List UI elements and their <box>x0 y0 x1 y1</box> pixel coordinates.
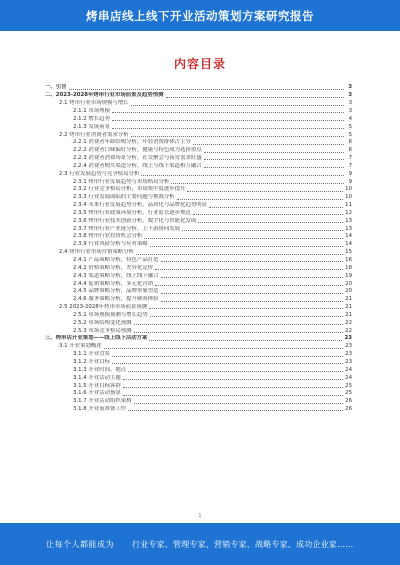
toc-entry[interactable] <box>45 202 352 210</box>
toc-entry[interactable] <box>45 115 352 123</box>
page-number: 1 <box>198 513 202 519</box>
toc-leader-dots <box>204 151 344 153</box>
toc-entry-label: 2.2.3 消费者消费场景分析，社交聚会与夜宵需求旺盛 <box>73 155 202 162</box>
toc-entry-page: 3 <box>348 100 352 107</box>
toc-entry-label: 2.1 烤串行业市场规模与增长 <box>59 100 129 107</box>
toc-entry[interactable] <box>45 296 352 304</box>
toc-entry-label: 2.1.2 增长趋势 <box>73 115 110 122</box>
toc-leader-dots <box>123 378 343 380</box>
toc-entry[interactable] <box>45 147 352 155</box>
toc-entry[interactable] <box>45 249 352 257</box>
toc-entry-label: 3.1.4 开业活动主题 <box>73 374 121 381</box>
toc-leader-dots <box>136 253 343 255</box>
toc-entry[interactable] <box>45 225 352 233</box>
toc-entry[interactable] <box>45 139 352 147</box>
toc-entry-label: 2.3.2 行业竞争格局分析，市场集中度逐步提升 <box>73 186 186 193</box>
toc-entry-label: 2.5.1 市场规模预测与增长趋势 <box>73 311 148 318</box>
toc-entry-page: 22 <box>345 319 352 326</box>
toc-entry-page: 16 <box>345 257 352 263</box>
toc-entry-label: 3.1.5 开业目标客群 <box>73 382 121 389</box>
toc-leader-dots <box>150 245 343 247</box>
toc-leader-dots <box>171 182 344 184</box>
toc-entry-page: 6 <box>348 139 352 146</box>
toc-entry[interactable] <box>45 343 352 351</box>
toc-entry-label: 2.3.7 烤串行业产业链分析，上下游协同发展 <box>73 225 181 232</box>
toc-entry[interactable] <box>45 327 352 335</box>
toc-entry-label: 2.4.3 渠道策略分析，线上线下融合 <box>73 272 159 279</box>
toc-entry-page: 15 <box>345 249 352 256</box>
toc-entry-page: 13 <box>345 225 352 232</box>
toc-leader-dots <box>204 158 344 160</box>
footer-slogan-left: 让每个人都能成为 <box>46 539 114 549</box>
toc-entry-label: 2.5 2023-2028年烤串市场前景预测 <box>59 304 148 311</box>
toc-leader-dots <box>161 292 344 294</box>
toc-entry-page: 3 <box>348 107 352 114</box>
toc-entry-page: 20 <box>345 280 352 287</box>
toc-entry[interactable] <box>45 100 352 108</box>
toc-entry-page: 4 <box>348 115 352 122</box>
toc-entry[interactable] <box>45 406 352 414</box>
toc-leader-dots <box>198 221 343 223</box>
toc-entry[interactable] <box>45 272 352 280</box>
toc-leader-dots <box>112 127 344 129</box>
toc-entry-label: 二、2023-2028年烤串行业市场前景及趋势预测 <box>45 92 164 99</box>
toc-entry-page: 5 <box>348 123 352 130</box>
toc-entry-label: 2.4.2 价格策略分析，差异化定价 <box>73 264 154 271</box>
toc-leader-dots <box>134 402 344 404</box>
toc-entry[interactable] <box>45 92 352 100</box>
toc-leader-dots <box>123 386 343 388</box>
toc-entry-label: 3.1.2 开业目标 <box>73 358 110 365</box>
toc-entry[interactable] <box>45 170 352 178</box>
toc-leader-dots <box>161 300 344 302</box>
toc-entry[interactable] <box>45 359 352 367</box>
toc-entry[interactable] <box>45 288 352 296</box>
toc-entry-page: 22 <box>345 327 352 334</box>
toc-leader-dots <box>204 166 344 168</box>
toc-entry-label: 2.2 烤串行业消费者需求分析 <box>59 131 129 138</box>
toc-entry-page: 25 <box>345 390 352 397</box>
footer-slogan-right: 行业专家、管理专家、营销专家、战略专家、成功企业家…… <box>132 539 354 549</box>
toc-entry-label: 2.2.1 消费者年龄结构分析，年轻消费群体占主导 <box>73 139 191 146</box>
toc-leader-dots <box>134 331 344 333</box>
toc-entry-page: 24 <box>345 374 352 381</box>
toc-entry-page: 11 <box>345 202 352 209</box>
toc-entry[interactable] <box>45 233 352 241</box>
toc-entry-label: 3.1.8 开业前准备工作 <box>73 406 127 413</box>
toc-leader-dots <box>193 143 344 145</box>
toc-leader-dots <box>123 394 343 396</box>
toc-leader-dots <box>144 237 343 239</box>
toc-leader-dots <box>177 198 343 200</box>
toc-entry[interactable] <box>45 280 352 288</box>
toc-entry[interactable] <box>45 382 352 390</box>
toc-entry[interactable] <box>45 304 352 312</box>
toc-entry-page: 23 <box>345 351 352 358</box>
toc-leader-dots <box>193 213 343 215</box>
toc-entry-label: 2.1.1 市场规模 <box>73 107 110 114</box>
toc-entry-label: 3.1.6 开业活动预算 <box>73 390 121 397</box>
toc-entry-label: 2.4.4 促销策略分析，多元化营销 <box>73 280 154 287</box>
toc-leader-dots <box>150 315 343 317</box>
toc-entry-page: 23 <box>344 335 352 342</box>
toc-entry[interactable] <box>45 374 352 382</box>
toc-entry-page: 26 <box>345 398 352 405</box>
toc-leader-dots <box>182 229 343 231</box>
toc-entry-label: 2.3.5 烤串行业政策环境分析，行业监管逐步规范 <box>73 209 191 216</box>
toc-entry-page: 24 <box>345 366 352 373</box>
toc-entry-label: 2.3.9 行业风险分析与应对策略 <box>73 241 148 248</box>
toc-entry-page: 10 <box>345 194 352 201</box>
toc-entry-page: 13 <box>345 217 352 224</box>
toc-entry-label: 2.5.2 市场结构变化预测 <box>73 319 132 326</box>
toc-entry-page: 6 <box>348 147 352 154</box>
toc-entry[interactable] <box>45 319 352 327</box>
toc-entry-page: 12 <box>345 209 352 216</box>
toc-entry-label: 2.1.3 发展前景 <box>73 123 110 130</box>
toc-leader-dots <box>69 88 344 90</box>
toc-entry[interactable] <box>45 241 352 249</box>
toc-entry-page: 25 <box>345 382 352 389</box>
toc-leader-dots <box>128 409 343 411</box>
document-title: 烤串店线上线下开业活动策划方案研究报告 <box>86 8 314 23</box>
toc-entry-page: 23 <box>345 358 352 365</box>
toc-entry-label: 3.1.7 开业活动组织架构 <box>73 398 132 405</box>
toc-entry-page: 3 <box>348 84 352 91</box>
toc-entry-label: 一、引言 <box>45 84 67 91</box>
toc-entry-label: 2.3.3 行业发展面临的主要问题与挑战分析 <box>73 194 175 201</box>
toc-entry-label: 3.1.3 开业时间、地点 <box>73 366 127 373</box>
toc-entry[interactable] <box>45 162 352 170</box>
footer-banner <box>0 523 400 565</box>
toc-entry-page: 7 <box>348 155 352 162</box>
toc-entry-label: 2.3 行业发展趋势与竞争格局分析 <box>59 170 140 177</box>
table-of-contents <box>45 84 352 413</box>
toc-entry[interactable] <box>45 84 352 92</box>
toc-entry[interactable] <box>45 194 352 202</box>
toc-leader-dots <box>209 206 343 208</box>
toc-entry-page: 21 <box>345 304 352 311</box>
toc-leader-dots <box>187 190 343 192</box>
toc-entry-page: 26 <box>345 406 352 413</box>
toc-entry[interactable] <box>45 390 352 398</box>
toc-entry-label: 3.1.1 开业背景 <box>73 351 110 358</box>
toc-entry-page: 9 <box>348 170 352 177</box>
toc-leader-dots <box>161 260 344 262</box>
toc-entry-page: 14 <box>345 233 352 240</box>
toc-entry-page: 20 <box>345 288 352 295</box>
toc-leader-dots <box>161 276 344 278</box>
toc-leader-dots <box>134 323 344 325</box>
toc-entry-page: 9 <box>348 178 352 185</box>
toc-heading: 内容目录 <box>173 57 226 71</box>
toc-leader-dots <box>112 111 344 113</box>
toc-leader-dots <box>112 362 343 364</box>
toc-entry-label: 2.3.4 未来行业发展趋势分析，品质化与品牌化趋势明显 <box>73 202 208 209</box>
toc-entry[interactable] <box>45 335 352 343</box>
toc-entry[interactable] <box>45 210 352 218</box>
toc-entry-label: 2.4 烤串行业市场营销策略分析 <box>59 249 134 256</box>
toc-entry-label: 2.3.6 烤串行业技术创新分析，数字化与智能化发展 <box>73 217 197 224</box>
toc-entry-page: 10 <box>345 186 352 193</box>
toc-leader-dots <box>155 284 343 286</box>
toc-entry-label: 3.1 开业策划概述 <box>59 343 102 350</box>
toc-entry[interactable] <box>45 178 352 186</box>
toc-entry-page: 7 <box>348 162 352 169</box>
toc-entry[interactable] <box>45 123 352 131</box>
toc-entry-label: 2.3.8 烤串行业投资机会分析 <box>73 233 143 240</box>
toc-entry[interactable] <box>45 155 352 163</box>
toc-leader-dots <box>149 339 342 341</box>
toc-entry-page: 18 <box>345 264 352 271</box>
toc-entry-page: 14 <box>345 241 352 248</box>
toc-leader-dots <box>131 104 344 106</box>
toc-entry-label: 2.2.2 消费者口味偏好分析，健康与特色成为选择重点 <box>73 147 202 154</box>
toc-entry-page: 3 <box>348 92 352 99</box>
toc-entry-page: 21 <box>345 311 352 318</box>
toc-entry[interactable] <box>45 351 352 359</box>
toc-leader-dots <box>112 119 344 121</box>
toc-entry-label: 三、烤串店开业策划——线上线下活动方案 <box>45 335 148 342</box>
toc-leader-dots <box>104 347 344 349</box>
toc-entry[interactable] <box>45 398 352 406</box>
toc-entry-label: 2.4.5 品牌策略分析，品牌形象塑造 <box>73 288 159 295</box>
toc-entry[interactable] <box>45 186 352 194</box>
toc-leader-dots <box>166 96 345 98</box>
toc-entry-label: 2.4.6 服务策略分析，提升顾客体验 <box>73 296 159 303</box>
toc-entry-page: 21 <box>345 296 352 303</box>
toc-entry-page: 5 <box>348 131 352 138</box>
toc-entry[interactable] <box>45 311 352 319</box>
toc-leader-dots <box>155 268 343 270</box>
toc-entry-page: 23 <box>345 343 352 350</box>
toc-entry-label: 2.5.3 市场竞争格局预测 <box>73 327 132 334</box>
toc-leader-dots <box>131 135 344 137</box>
toc-entry[interactable] <box>45 217 352 225</box>
toc-leader-dots <box>149 307 343 309</box>
toc-entry[interactable] <box>45 257 352 265</box>
toc-entry[interactable] <box>45 366 352 374</box>
toc-leader-dots <box>112 355 343 357</box>
header-banner <box>0 0 400 31</box>
toc-entry-label: 2.2.4 消费者购买渠道分析，线上与线下渠道相互融合 <box>73 162 202 169</box>
toc-entry-label: 2.4.1 产品策略分析，特色产品打造 <box>73 257 159 263</box>
toc-leader-dots <box>128 370 343 372</box>
toc-entry[interactable] <box>45 264 352 272</box>
toc-entry-page: 19 <box>345 272 352 279</box>
toc-entry[interactable] <box>45 131 352 139</box>
toc-leader-dots <box>141 174 344 176</box>
toc-entry-label: 2.3.1 烤串行业发展趋势与市场格局分析 <box>73 178 170 185</box>
toc-entry[interactable] <box>45 108 352 116</box>
